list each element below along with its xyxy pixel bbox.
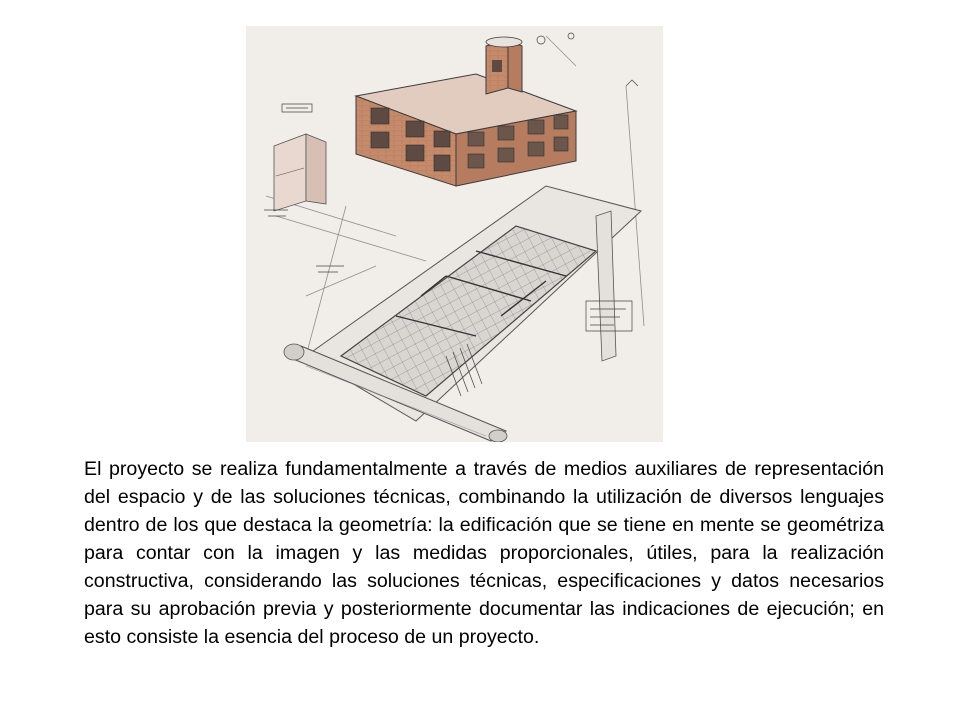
architectural-sketch-image [246, 26, 663, 442]
architectural-sketch-drawing [246, 26, 663, 442]
side-building [274, 134, 326, 211]
slide-body-text: El proyecto se realiza fundamentalmente a través de medios auxiliares de representación del espacio y de las soluciones técnicas, combinando la utilización de diversos lenguajes dentro de los que destaca la geometría: la edificación que se tiene en mente se geométriza para contar con la imagen y las medidas proporcionales, útiles, para la realización constructiva, considerando las soluciones técnicas, especificaciones y datos necesarios para su aprobación previa y posteriormente documentar las indicaciones de ejecución; en esto consiste la esencia del proceso de un proyecto. [84, 458, 884, 648]
